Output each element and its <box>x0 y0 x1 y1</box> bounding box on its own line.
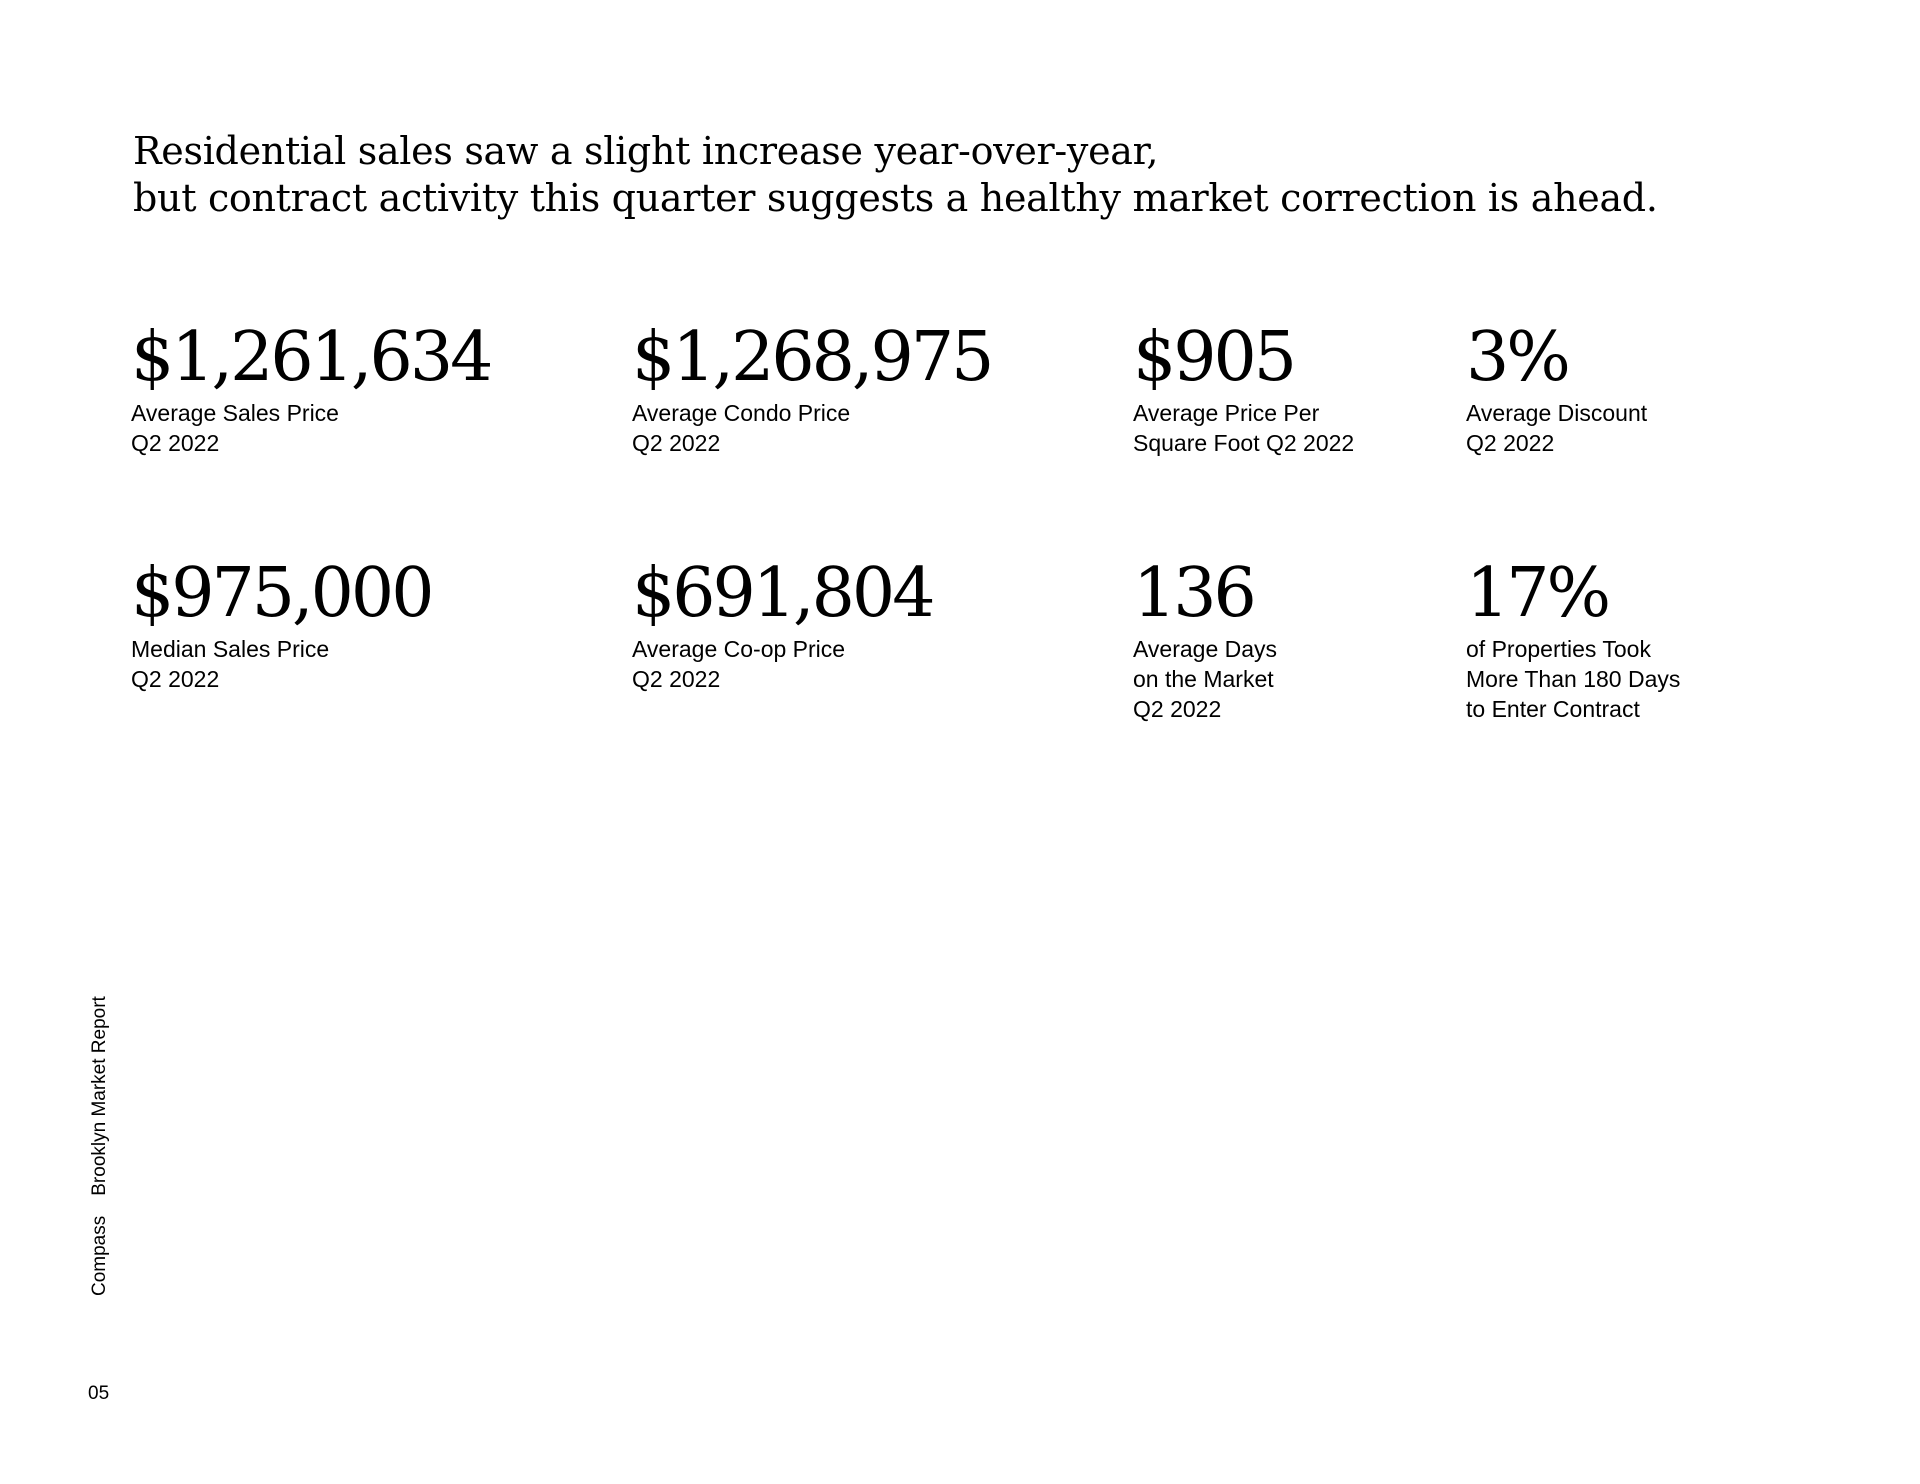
stat-label <box>131 398 490 458</box>
stat-label <box>1133 634 1277 724</box>
stat-label-line: Q2 2022 <box>131 430 220 456</box>
stat-value: $1,261,634 <box>131 318 491 397</box>
stat-average-discount <box>1466 318 1647 458</box>
stat-value: $691,804 <box>632 554 933 633</box>
stat-value: 136 <box>1133 554 1254 633</box>
stat-label-line: Average Condo Price <box>632 400 851 426</box>
stat-label-line: Average Price Per <box>1133 400 1320 426</box>
stat-properties-over-180-days <box>1466 554 1680 724</box>
stat-label-line: Average Co-op Price <box>632 636 846 662</box>
stat-average-price-per-square-foot <box>1133 318 1354 458</box>
stat-value: 3% <box>1466 318 1568 397</box>
stat-value: 17% <box>1466 554 1609 633</box>
stat-label-line: Q2 2022 <box>632 430 721 456</box>
page-number: 05 <box>88 1383 110 1404</box>
headline-line-1: Residential sales saw a slight increase year-over-year, <box>133 129 1159 173</box>
stat-average-days-on-market <box>1133 554 1277 724</box>
stat-label <box>632 398 991 458</box>
stat-value: $975,000 <box>131 554 432 633</box>
stat-average-sales-price <box>131 318 490 458</box>
stat-average-condo-price <box>632 318 991 458</box>
stat-label-line: More Than 180 Days <box>1466 666 1681 692</box>
stat-label-line: Q2 2022 <box>131 666 220 692</box>
stat-label-line: Q2 2022 <box>1133 696 1222 722</box>
stat-median-sales-price <box>131 554 431 694</box>
stat-label-line: Q2 2022 <box>632 666 721 692</box>
stat-label <box>131 634 431 694</box>
stat-label-line: Average Sales Price <box>131 400 339 426</box>
stat-label <box>632 634 932 694</box>
stat-average-coop-price <box>632 554 932 694</box>
stat-label <box>1133 398 1354 458</box>
stat-label-line: Square Foot Q2 2022 <box>1133 430 1355 456</box>
stat-label-line: Q2 2022 <box>1466 430 1555 456</box>
stat-label-line: Average Discount <box>1466 400 1648 426</box>
stat-label <box>1466 634 1680 724</box>
stat-label-line: to Enter Contract <box>1466 696 1640 722</box>
report-title: Brooklyn Market Report <box>89 996 110 1196</box>
brand-name: Compass <box>89 1215 110 1296</box>
headline <box>133 128 1733 222</box>
stat-label-line: on the Market <box>1133 666 1274 692</box>
headline-line-2: but contract activity this quarter suggests a healthy market correction is ahead. <box>133 176 1658 220</box>
stat-label <box>1466 398 1647 458</box>
stat-label-line: of Properties Took <box>1466 636 1651 662</box>
stat-label-line: Median Sales Price <box>131 636 330 662</box>
stat-label-line: Average Days <box>1133 636 1278 662</box>
stat-value: $905 <box>1133 318 1295 397</box>
stat-value: $1,268,975 <box>632 318 992 397</box>
sidebar-caption <box>80 976 120 1296</box>
